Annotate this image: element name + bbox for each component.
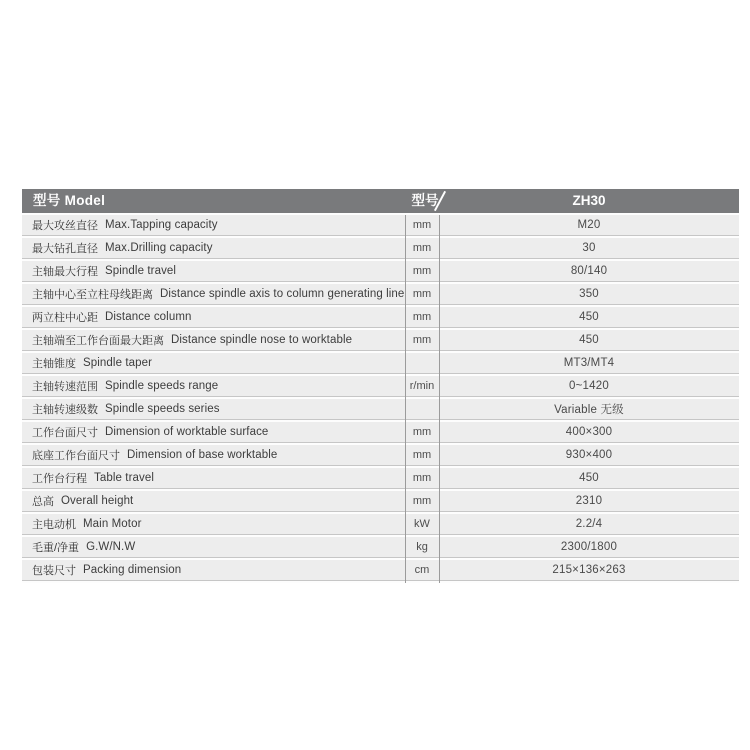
header-model-value: ZH30 xyxy=(572,193,606,208)
row-label-en: Spindle taper xyxy=(83,357,153,369)
row-label-en: Dimension of base worktable xyxy=(127,449,278,461)
row-label-en: Spindle travel xyxy=(105,265,177,277)
row-label xyxy=(22,307,405,327)
row-unit: cm xyxy=(414,564,430,576)
header-unit-column-label: 型号 xyxy=(411,193,439,208)
row-value: 30 xyxy=(582,242,596,254)
row-label-cn: 主轴转速范围 xyxy=(32,381,98,393)
table-row xyxy=(22,215,739,238)
table-row xyxy=(22,376,739,399)
row-label-cn: 最大攻丝直径 xyxy=(32,220,98,232)
row-label-cn: 工作台行程 xyxy=(32,473,87,485)
row-label xyxy=(22,468,405,488)
row-unit: mm xyxy=(412,426,432,438)
row-label xyxy=(22,491,405,511)
row-label-cn: 包装尺寸 xyxy=(32,565,76,577)
table-row xyxy=(22,399,739,422)
table-row xyxy=(22,238,739,261)
table-header xyxy=(22,189,739,215)
table-row xyxy=(22,514,739,537)
row-unit: kg xyxy=(416,541,428,553)
row-label-cn: 主轴最大行程 xyxy=(32,266,98,278)
row-label-en: Table travel xyxy=(94,472,155,484)
row-label xyxy=(22,215,405,235)
row-value: 450 xyxy=(579,311,599,323)
row-value: M20 xyxy=(577,219,601,231)
row-value: 80/140 xyxy=(570,265,608,277)
row-value: 450 xyxy=(579,334,599,346)
row-unit: r/min xyxy=(409,380,435,392)
row-label-cn: 主轴转速级数 xyxy=(32,404,98,416)
row-label-en: Spindle speeds range xyxy=(105,380,219,392)
row-value: 0~1420 xyxy=(569,380,609,392)
row-label xyxy=(22,560,405,580)
row-label-cn: 工作台面尺寸 xyxy=(32,427,98,439)
row-label xyxy=(22,422,405,442)
row-label xyxy=(22,445,405,465)
row-label-en: Max.Tapping capacity xyxy=(105,219,218,231)
row-label xyxy=(22,376,405,396)
row-value: 450 xyxy=(579,472,599,484)
row-label xyxy=(22,537,405,557)
row-value: 2300/1800 xyxy=(560,541,618,553)
column-divider-line xyxy=(439,215,440,583)
row-label xyxy=(22,353,405,373)
row-label-en: G.W/N.W xyxy=(86,541,136,553)
row-label xyxy=(22,238,405,258)
row-label-cn: 毛重/净重 xyxy=(32,542,80,554)
table-row xyxy=(22,307,739,330)
table-row xyxy=(22,537,739,560)
table-row xyxy=(22,330,739,353)
row-label-en: Dimension of worktable surface xyxy=(105,426,269,438)
row-value: 400×300 xyxy=(565,426,613,438)
table-row xyxy=(22,284,739,307)
row-label-en: Main Motor xyxy=(83,518,142,530)
row-label-en: Overall height xyxy=(61,495,134,507)
row-label-cn: 主轴锥度 xyxy=(32,358,76,370)
row-unit: mm xyxy=(412,265,432,277)
row-unit: mm xyxy=(412,288,432,300)
row-label-en: Distance spindle nose to worktable xyxy=(171,334,353,346)
column-divider-line xyxy=(405,215,406,583)
row-label-en: Distance spindle axis to column generating line xyxy=(160,288,405,300)
table-row xyxy=(22,422,739,445)
table-row xyxy=(22,353,739,376)
row-label-cn: 主电动机 xyxy=(32,519,76,531)
row-unit: kW xyxy=(414,518,430,530)
row-unit: mm xyxy=(412,334,432,346)
row-label-cn: 总高 xyxy=(32,496,54,508)
table-row xyxy=(22,261,739,284)
row-label xyxy=(22,261,405,281)
row-label-cn: 主轴中心至立柱母线距离 xyxy=(32,289,153,301)
row-unit xyxy=(405,353,439,373)
row-unit: mm xyxy=(412,472,432,484)
row-value: Variable 无级 xyxy=(554,404,624,416)
row-label-en: Max.Drilling capacity xyxy=(105,242,213,254)
header-model-label: 型号 Model xyxy=(33,193,106,208)
table-body xyxy=(22,215,739,583)
row-label xyxy=(22,330,405,350)
table-row xyxy=(22,491,739,514)
row-unit xyxy=(405,399,439,419)
row-unit: mm xyxy=(412,449,432,461)
row-label-cn: 底座工作台面尺寸 xyxy=(32,450,120,462)
row-label xyxy=(22,284,405,304)
row-unit: mm xyxy=(412,219,432,231)
row-unit: mm xyxy=(412,311,432,323)
spec-table xyxy=(22,189,739,583)
row-value: 930×400 xyxy=(565,449,613,461)
row-value: 2310 xyxy=(575,495,603,507)
table-row xyxy=(22,468,739,491)
row-label xyxy=(22,399,405,419)
table-row xyxy=(22,560,739,583)
row-label-en: Distance column xyxy=(105,311,192,323)
row-label-en: Packing dimension xyxy=(83,564,182,576)
row-label-cn: 两立柱中心距 xyxy=(32,312,98,324)
table-row xyxy=(22,445,739,468)
row-label-cn: 最大钻孔直径 xyxy=(32,243,98,255)
row-value: 2.2/4 xyxy=(575,518,603,530)
row-unit: mm xyxy=(412,242,432,254)
row-unit: mm xyxy=(412,495,432,507)
row-label-cn: 主轴端至工作台面最大距离 xyxy=(32,335,164,347)
row-value: MT3/MT4 xyxy=(563,357,615,369)
row-value: 350 xyxy=(579,288,599,300)
row-value: 215×136×263 xyxy=(552,564,626,576)
row-label xyxy=(22,514,405,534)
row-label-en: Spindle speeds series xyxy=(105,403,220,415)
